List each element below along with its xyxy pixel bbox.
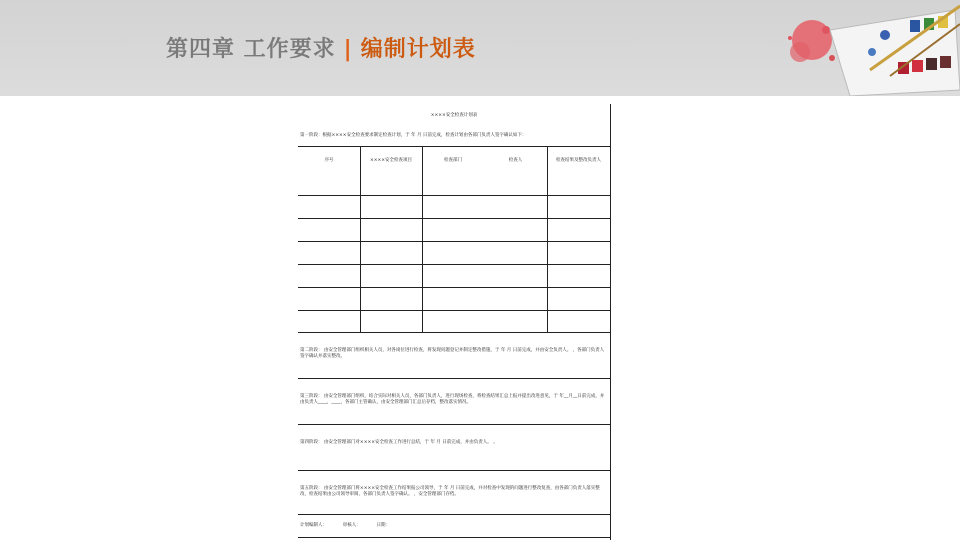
signature-line: 计划编制人： 审核人： 日期： [300, 523, 390, 528]
document-title: ××××安全检查计划表 [430, 113, 478, 118]
stage-paragraph: 第三阶段： 由安全管理部门组织，结合实际对相关人员，各部门负责人，进行现场检查，将检查结果汇总上报并提出改进意见，于 年__月__日前完成，并由负责人____，____，各部门主管确认，由安全管理部门汇总后存档，整改落实情况。 [300, 394, 605, 405]
table-header: ××××安全检查项目 [369, 158, 413, 163]
title-separator: | [343, 37, 353, 62]
section-label: 编制计划表 [360, 37, 476, 62]
schedule-document [298, 104, 611, 540]
table-header: 检查结果及整改负责人 [556, 158, 601, 163]
stage-paragraph: 第二阶段： 由安全管理部门组织相关人员，对各岗位进行检查，将发现问题登记并制定整改措施，于 年 月 日前完成，并由安全负责人。 ，各部门负责人签字确认并落实整改。 [300, 348, 605, 359]
chapter-label: 第四章 工作要求 [166, 37, 336, 62]
table-header: 检查部门 [444, 158, 462, 163]
document-intro: 第一阶段：根据××××安全检查要求制定检查计划，于 年 月 日前完成，检查计划由各部门负责人签字确认如下： [300, 133, 527, 138]
slide-title [166, 32, 476, 63]
table-header: 检查人 [508, 158, 523, 163]
table-header: 序号 [324, 158, 334, 163]
slide-header [0, 0, 960, 96]
paint-palette-icon [760, 0, 960, 96]
stage-paragraph: 第四阶段： 由安全管理部门对××××安全检查工作进行总结，于 年 月 日前完成，并由负责人。 。 [300, 440, 498, 445]
schedule-table [298, 146, 610, 332]
stage-paragraph: 第五阶段： 由安全管理部门将××××安全检查工作结果报公司领导，于 年 月 日前完成，并对检查中发现的问题进行整改复查，由各部门负责人落实整改，检查结果由公司领导审阅，各部门负责人签字确认。 ，安全管理部门存档。 [300, 486, 600, 497]
